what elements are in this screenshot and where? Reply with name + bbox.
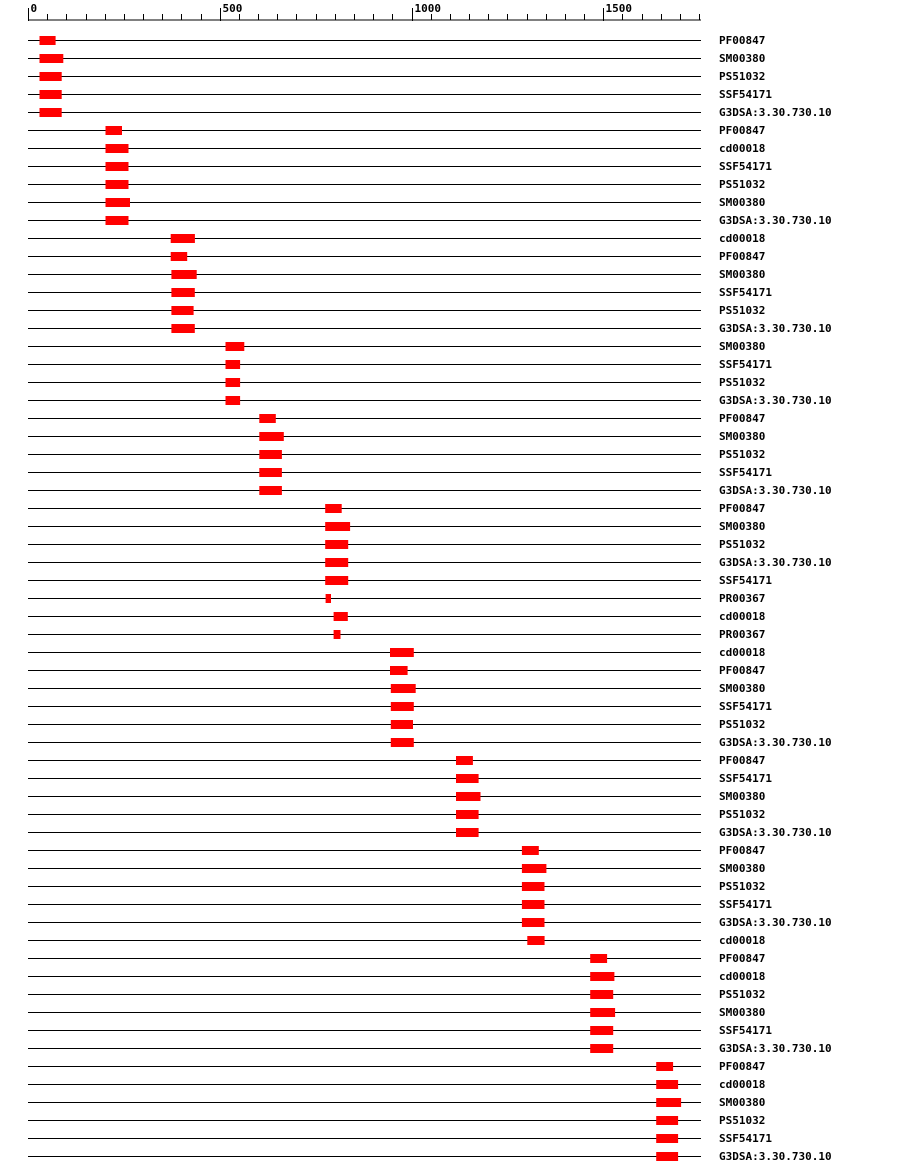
track-row [28, 520, 765, 533]
domain-bar [334, 612, 348, 621]
track-row [28, 466, 772, 479]
track-label: G3DSA:3.30.730.10 [719, 916, 832, 929]
track-row [28, 376, 765, 389]
track-row [28, 1060, 765, 1073]
track-row [28, 142, 765, 155]
domain-bar [325, 504, 342, 513]
domain-bar [590, 990, 613, 999]
domain-bar [391, 684, 416, 693]
domain-bar [259, 486, 282, 495]
track-label: PS51032 [719, 718, 766, 731]
track-row [28, 448, 765, 461]
track-label: SSF54171 [719, 898, 772, 911]
domain-bar [226, 360, 241, 369]
domain-bar [590, 1026, 613, 1035]
x-tick-label: 500 [222, 2, 243, 15]
domain-bar [656, 1116, 678, 1125]
track-label: cd00018 [719, 232, 766, 245]
track-row [28, 916, 832, 929]
track-label: G3DSA:3.30.730.10 [719, 106, 832, 119]
track-row [28, 844, 765, 857]
track-row [28, 970, 765, 983]
track-label: SSF54171 [719, 700, 772, 713]
track-row [28, 718, 765, 731]
domain-bar [590, 1044, 613, 1053]
track-label: cd00018 [719, 142, 766, 155]
track-label: PF00847 [719, 250, 766, 263]
track-label: PS51032 [719, 376, 766, 389]
domain-bar [326, 594, 331, 603]
track-row [28, 394, 832, 407]
track-row [28, 322, 832, 335]
track-label: PF00847 [719, 502, 766, 515]
domain-bar [259, 468, 282, 477]
track-row [28, 880, 765, 893]
track-row [28, 268, 765, 281]
domain-bar [334, 630, 341, 639]
domain-bar [259, 450, 282, 459]
track-label: G3DSA:3.30.730.10 [719, 322, 832, 335]
domain-bar [106, 144, 129, 153]
track-label: G3DSA:3.30.730.10 [719, 394, 832, 407]
domain-bar [171, 306, 193, 315]
track-row [28, 232, 765, 245]
track-row [28, 1150, 832, 1163]
track-row [28, 106, 832, 119]
track-label: SM00380 [719, 862, 766, 875]
track-row [28, 1042, 832, 1055]
domain-bar [390, 666, 408, 675]
domain-bar [40, 36, 56, 45]
domain-bar [522, 918, 545, 927]
domain-bar [391, 738, 414, 747]
track-label: PS51032 [719, 1114, 766, 1127]
track-list [28, 34, 832, 1163]
domain-bar [171, 252, 188, 261]
track-row [28, 898, 772, 911]
track-label: SSF54171 [719, 1132, 772, 1145]
domain-bar [171, 234, 195, 243]
track-label: SSF54171 [719, 358, 772, 371]
domain-bar [40, 108, 62, 117]
track-row [28, 556, 832, 569]
track-label: G3DSA:3.30.730.10 [719, 214, 832, 227]
domain-bar [106, 180, 129, 189]
track-label: G3DSA:3.30.730.10 [719, 736, 832, 749]
track-row [28, 484, 832, 497]
track-label: PR00367 [719, 628, 766, 641]
track-label: SSF54171 [719, 1024, 772, 1037]
domain-bar [226, 378, 241, 387]
track-row [28, 1096, 765, 1109]
track-row [28, 340, 765, 353]
domain-bar [325, 522, 350, 531]
track-label: PS51032 [719, 304, 766, 317]
track-row [28, 772, 772, 785]
track-label: PF00847 [719, 412, 766, 425]
domain-bar [106, 162, 129, 171]
domain-bar [590, 954, 607, 963]
track-row [28, 88, 772, 101]
track-label: SM00380 [719, 682, 766, 695]
track-label: G3DSA:3.30.730.10 [719, 826, 832, 839]
track-row [28, 1078, 765, 1091]
track-row [28, 826, 832, 839]
track-row [28, 196, 765, 209]
track-label: cd00018 [719, 1078, 766, 1091]
track-row [28, 574, 772, 587]
x-tick-label: 1500 [605, 2, 632, 15]
track-label: SM00380 [719, 52, 766, 65]
track-label: PF00847 [719, 1060, 766, 1073]
domain-bar [325, 576, 348, 585]
domain-bar [325, 540, 348, 549]
domain-bar [106, 216, 129, 225]
x-tick-label: 0 [30, 2, 38, 15]
domain-bar [226, 342, 245, 351]
domain-bar [226, 396, 241, 405]
track-row [28, 610, 765, 623]
track-row [28, 934, 765, 947]
domain-bar [522, 846, 539, 855]
domain-bar [656, 1062, 673, 1071]
track-label: SSF54171 [719, 286, 772, 299]
x-tick-label: 1000 [414, 2, 441, 15]
domain-bar [656, 1080, 678, 1089]
track-label: PS51032 [719, 988, 766, 1001]
track-label: SM00380 [719, 1006, 766, 1019]
track-label: SSF54171 [719, 772, 772, 785]
domain-bar [456, 810, 479, 819]
track-label: PS51032 [719, 448, 766, 461]
domain-bar [656, 1098, 681, 1107]
track-label: SM00380 [719, 1096, 766, 1109]
track-label: cd00018 [719, 610, 766, 623]
track-row [28, 538, 765, 551]
track-label: SM00380 [719, 340, 766, 353]
track-row [28, 124, 765, 137]
track-label: SM00380 [719, 520, 766, 533]
track-label: cd00018 [719, 934, 766, 947]
track-label: G3DSA:3.30.730.10 [719, 1150, 832, 1163]
track-row [28, 754, 765, 767]
track-label: SM00380 [719, 790, 766, 803]
domain-bar [391, 720, 413, 729]
track-row [28, 790, 765, 803]
track-label: PR00367 [719, 592, 766, 605]
domain-bar [656, 1134, 678, 1143]
domain-bar [259, 432, 284, 441]
domain-bar [106, 126, 123, 135]
track-row [28, 1132, 772, 1145]
track-label: PS51032 [719, 880, 766, 893]
domain-bar [456, 792, 481, 801]
domain-bar [40, 72, 62, 81]
domain-bar [40, 90, 62, 99]
domain-bar [391, 702, 414, 711]
track-label: SSF54171 [719, 466, 772, 479]
track-row [28, 664, 765, 677]
domain-bar [106, 198, 131, 207]
domain-bar [456, 756, 473, 765]
domain-bar [171, 288, 194, 297]
track-row [28, 952, 765, 965]
track-row [28, 1024, 772, 1037]
x-axis [28, 2, 701, 21]
track-label: cd00018 [719, 646, 766, 659]
domain-bar [522, 900, 545, 909]
track-label: SSF54171 [719, 160, 772, 173]
track-label: PF00847 [719, 124, 766, 137]
track-label: PF00847 [719, 952, 766, 965]
track-row [28, 646, 765, 659]
track-row [28, 502, 765, 515]
track-label: G3DSA:3.30.730.10 [719, 484, 832, 497]
domain-bar [590, 1008, 615, 1017]
track-row [28, 628, 765, 641]
track-row [28, 862, 765, 875]
domain-bar [527, 936, 544, 945]
track-row [28, 286, 772, 299]
track-row [28, 988, 765, 1001]
domain-bar [259, 414, 276, 423]
domain-bar [656, 1152, 678, 1161]
domain-bar [522, 864, 547, 873]
track-row [28, 682, 765, 695]
track-row [28, 250, 765, 263]
track-label: SM00380 [719, 430, 766, 443]
track-row [28, 736, 832, 749]
track-row [28, 808, 765, 821]
track-row [28, 1114, 765, 1127]
domain-bar [390, 648, 414, 657]
track-label: PF00847 [719, 34, 766, 47]
track-label: PS51032 [719, 70, 766, 83]
track-label: SM00380 [719, 196, 766, 209]
domain-bar [325, 558, 348, 567]
track-label: PF00847 [719, 664, 766, 677]
track-label: PF00847 [719, 754, 766, 767]
track-row [28, 52, 765, 65]
track-label: PF00847 [719, 844, 766, 857]
domain-bar [456, 828, 479, 837]
track-label: G3DSA:3.30.730.10 [719, 556, 832, 569]
domain-bar [590, 972, 614, 981]
track-row [28, 178, 765, 191]
domain-bar [171, 324, 194, 333]
track-label: PS51032 [719, 178, 766, 191]
domain-bar [171, 270, 196, 279]
domain-bar [40, 54, 64, 63]
track-row [28, 592, 765, 605]
track-label: SM00380 [719, 268, 766, 281]
track-row [28, 160, 772, 173]
track-label: PS51032 [719, 538, 766, 551]
domain-bar [522, 882, 545, 891]
domain-bar [456, 774, 479, 783]
track-row [28, 34, 765, 47]
track-row [28, 304, 765, 317]
track-row [28, 358, 772, 371]
track-row [28, 430, 765, 443]
track-label: SSF54171 [719, 574, 772, 587]
track-row [28, 700, 772, 713]
track-label: G3DSA:3.30.730.10 [719, 1042, 832, 1055]
track-label: SSF54171 [719, 88, 772, 101]
track-label: PS51032 [719, 808, 766, 821]
track-row [28, 70, 765, 83]
track-label: cd00018 [719, 970, 766, 983]
track-row [28, 1006, 765, 1019]
track-row [28, 412, 765, 425]
track-row [28, 214, 832, 227]
